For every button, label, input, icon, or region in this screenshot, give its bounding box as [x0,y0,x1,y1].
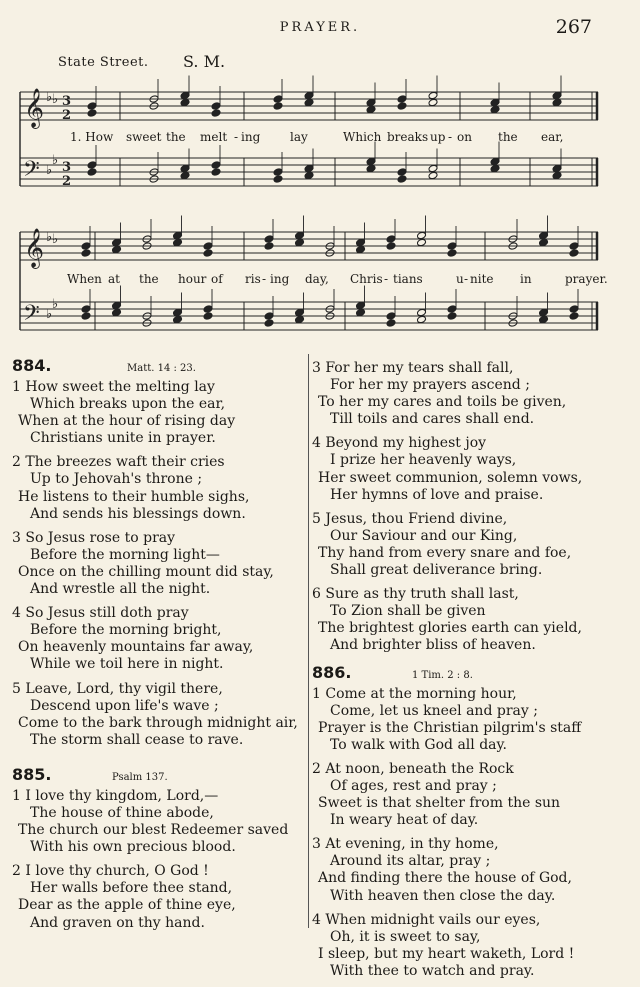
stanza [312,912,634,980]
verse-line: Her hymns of love and praise. [330,486,544,503]
lyric-syllable: melt [200,130,228,144]
hymn-block [12,766,302,932]
verse-line: Up to Jehovah's throne ; [30,471,203,488]
note-head [173,315,183,323]
lyric-syllable: ris [245,272,261,286]
lyric-syllable: ing [270,272,290,286]
verse-line: When at the hour of rising day [18,413,236,430]
spacer [12,756,302,766]
lyric-syllable: tians [393,272,423,286]
verse-line: The brightest glories earth can yield, [318,620,582,637]
lyric-syllable: the [166,130,186,144]
note-head [81,305,91,313]
verse-line: Before the morning light— [30,546,220,563]
verse-line: 2 The breezes waft their cries [12,454,225,471]
note-head [386,319,396,327]
note-head [569,305,579,313]
lyric-syllable: at [108,272,120,286]
note-head [552,164,562,172]
note-head [173,238,183,246]
note-head [81,312,91,320]
note-head [87,168,97,176]
time-sig-icon: 2 [62,108,72,123]
verse-line: Of ages, rest and pray ; [330,777,497,794]
note-head [173,308,183,316]
note-head [386,312,396,320]
verse-line: To her my cares and toils be given, [318,394,567,411]
stanza [312,586,634,654]
verse-line: The church our blest Redeemer saved [18,822,289,839]
note-head [417,238,427,246]
verse-line: Till toils and cares shall end. [330,411,535,428]
verse-line: Sweet is that shelter from the sun [318,795,561,812]
stanza [12,454,302,522]
note-head [295,238,305,246]
stanza [312,435,634,503]
verse-line: I sleep, but my heart waketh, Lord ! [318,945,575,962]
verse-line: 1 How sweet the melting lay [12,379,215,395]
running-head: PRAYER. [279,20,361,35]
lyric-syllable: When [67,272,102,286]
note-head [203,305,213,313]
note-head [552,98,562,106]
note-head [447,249,457,257]
stanza [12,681,302,749]
note-head [180,98,190,106]
note-head [417,308,427,316]
note-head [490,157,500,165]
note-head [180,91,190,99]
verse-line: Descend upon life's wave ; [30,697,219,714]
verse-line: I prize her heavenly ways, [330,452,517,469]
note-head [211,161,221,169]
note-head [366,164,376,172]
note-head [569,242,579,250]
verse-line: Our Saviour and our King, [330,527,518,544]
note-head [397,95,407,103]
flat-icon: ♭ [46,307,53,322]
bass-clef-icon: 𝄢 [23,157,40,187]
lyric-syllable: sweet [126,130,162,144]
verse-line: With thee to watch and pray. [330,962,535,979]
note-head [180,164,190,172]
note-head [264,242,274,250]
lyric-syllable: ear, [541,130,564,144]
note-head [447,312,457,320]
verse-line: And brighter bliss of heaven. [330,637,536,654]
note-head [356,245,366,253]
verse-line: The storm shall cease to rave. [30,731,244,748]
note-head [87,161,97,169]
note-head [211,102,221,110]
note-head [428,91,438,99]
note-head [173,231,183,239]
verse-line: To walk with God all day. [330,736,508,753]
note-head [273,168,283,176]
verse-line: Which breaks upon the ear, [30,396,226,413]
lyric-syllable: up [430,130,446,144]
right-column [312,360,634,987]
verse-line: And wrestle all the night. [30,581,211,598]
note-head [428,98,438,106]
verse-line: 3 So Jesus rose to pray [12,529,176,546]
verse-line: Come, let us kneel and pray ; [330,702,538,719]
note-head [539,308,549,316]
note-head [397,175,407,183]
flat-icon: ♭ [52,297,59,312]
note-head [356,301,366,309]
treble-clef-icon: 𝄞 [24,88,45,128]
scripture-reference: 1 Tim. 2 : 8. [412,669,473,681]
verse-line: 2 I love thy church, O God ! [12,863,209,880]
tune-meter: S. M. [183,52,226,71]
bass-clef-icon: 𝄢 [23,301,40,331]
column-divider [308,354,309,928]
verse-line: Around its altar, pray ; [330,853,491,870]
lyric-syllable: u [456,272,464,286]
verse-line: 5 Jesus, thou Friend divine, [312,510,508,527]
note-head [447,242,457,250]
note-head [295,315,305,323]
time-sig-icon: 2 [62,174,72,189]
verse-line: 4 Beyond my highest joy [312,435,487,452]
hymn-header [12,357,302,379]
flat-icon: ♭ [52,153,59,168]
verse-line: 4 So Jesus still doth pray [12,605,189,622]
stanza [312,360,634,428]
note-head [264,235,274,243]
verse-line: 2 At noon, beneath the Rock [312,760,514,777]
note-head [273,175,283,183]
verse-line: 1 Come at the morning hour, [312,685,517,702]
stanza [12,530,302,598]
time-sig-icon: 3 [62,94,72,109]
verse-line: Before the morning bright, [30,622,222,639]
flat-icon: ♭ [52,92,59,107]
flat-icon: ♭ [46,163,53,178]
hymn-number: 885. [12,764,52,784]
lyric-syllable: - [448,130,453,144]
verse-line: To Zion shall be given [330,603,486,620]
note-head [304,98,314,106]
verse-line: 4 When midnight vails our eyes, [312,911,541,928]
note-head [203,249,213,257]
note-head [490,105,500,113]
note-head [569,312,579,320]
lyric-syllable: on [457,130,472,144]
verse-line: Her walls before thee stand, [30,880,233,897]
verse-line: Oh, it is sweet to say, [330,928,481,945]
note-head [356,238,366,246]
note-head [397,102,407,110]
note-head [366,98,376,106]
lyric-syllable: - [234,130,239,144]
note-head [81,242,91,250]
stanza [312,686,634,754]
treble-clef-icon: 𝄞 [24,228,45,268]
music-score [0,0,640,345]
lyric-syllable: Chris [350,272,383,286]
lyric-syllable: lay [290,130,308,144]
verse-line: In weary heat of day. [330,812,479,829]
note-head [539,231,549,239]
note-head [366,157,376,165]
note-head [386,242,396,250]
note-head [203,312,213,320]
lyric-syllable: prayer. [565,272,608,286]
note-head [211,109,221,117]
hymn-header [312,664,634,686]
lyric-syllable: Which [343,130,382,144]
scripture-reference: Matt. 14 : 23. [127,363,196,374]
lyric-syllable: hour [178,272,207,286]
time-sig-icon: 3 [62,160,72,175]
stanza [312,761,634,829]
lyric-syllable: - [384,272,389,286]
note-head [273,95,283,103]
note-head [490,98,500,106]
verse-line: And finding there the house of God, [318,870,572,887]
lyric-syllable: ing [241,130,261,144]
note-head [112,308,122,316]
hymn-number: 884. [12,356,52,375]
verse-line: 1 I love thy kingdom, Lord,— [12,787,219,804]
verse-line: Shall great deliverance bring. [330,562,543,579]
note-head [211,168,221,176]
note-head [304,91,314,99]
lyric-syllable: the [139,272,159,286]
note-head [81,249,91,257]
verse-line: 3 At evening, in thy home, [312,836,499,853]
stanza [312,836,634,904]
verse-line: Her sweet communion, solemn vows, [318,469,583,486]
verse-line: 3 For her my tears shall fall, [312,360,514,376]
verse-line: Come to the bark through midnight air, [18,714,298,731]
verse-line: And graven on thy hand. [30,914,205,931]
verse-line: Christians unite in prayer. [30,430,216,447]
verse-line: While we toil here in night. [30,656,224,673]
stanza [12,788,302,856]
left-column [12,357,302,939]
note-head [417,231,427,239]
lyrics-line-2 [0,272,640,288]
page-number: 267 [555,16,592,38]
stanza [312,511,634,579]
note-head [356,308,366,316]
verse-line: With his own precious blood. [30,839,236,856]
hymn-block [312,360,634,655]
verse-line: Once on the chilling mount did stay, [18,563,274,580]
note-head [264,312,274,320]
hymn-block [312,664,634,981]
verse-line: For her my prayers ascend ; [330,377,530,394]
note-head [552,91,562,99]
lyric-syllable: of [211,272,223,286]
flat-icon: ♭ [46,90,53,105]
note-head [428,171,438,179]
note-head [490,164,500,172]
verse-line: 6 Sure as thy truth shall last, [312,586,519,603]
note-head [417,315,427,323]
verse-line: Thy hand from every snare and foe, [318,544,572,561]
note-head [112,245,122,253]
note-head [539,238,549,246]
lyric-syllable: the [498,130,518,144]
lyrics-line-1 [0,130,640,146]
verse-line: He listens to their humble sighs, [18,488,250,505]
tune-name: State Street. [58,55,149,70]
note-head [539,315,549,323]
note-head [295,308,305,316]
lyric-syllable: in [520,272,532,286]
flat-icon: ♭ [46,230,53,245]
verse-line: And sends his blessings down. [30,505,246,522]
lyric-syllable: breaks [387,130,429,144]
scripture-reference: Psalm 137. [112,771,168,783]
note-head [273,102,283,110]
flat-icon: ♭ [52,232,59,247]
note-head [112,301,122,309]
note-head [447,305,457,313]
note-head [552,171,562,179]
stanza [12,863,302,931]
hymn-number: 886. [312,662,352,682]
verse-line: 5 Leave, Lord, thy vigil there, [12,680,223,697]
note-head [304,171,314,179]
verse-line: With heaven then close the day. [330,887,556,904]
note-head [87,102,97,110]
lyric-syllable: nite [470,272,494,286]
note-head [87,109,97,117]
lyric-syllable: 1. How [70,130,114,144]
lyric-syllable: day, [305,272,329,286]
stanza [12,379,302,447]
verse-line: Prayer is the Christian pilgrim's staff [318,719,582,736]
note-head [397,168,407,176]
note-head [304,164,314,172]
lyric-syllable: - [464,272,469,286]
note-head [569,249,579,257]
note-head [366,105,376,113]
stanza [12,605,302,673]
note-head [180,171,190,179]
note-head [203,242,213,250]
verse-line: Dear as the apple of thine eye, [18,897,236,914]
lyric-syllable: - [262,272,267,286]
note-head [428,164,438,172]
note-head [386,235,396,243]
note-head [264,319,274,327]
note-head [295,231,305,239]
verse-line: The house of thine abode, [30,804,214,821]
hymn-block [12,357,302,749]
note-head [112,238,122,246]
verse-line: On heavenly mountains far away, [18,639,254,656]
hymn-header [12,766,302,788]
